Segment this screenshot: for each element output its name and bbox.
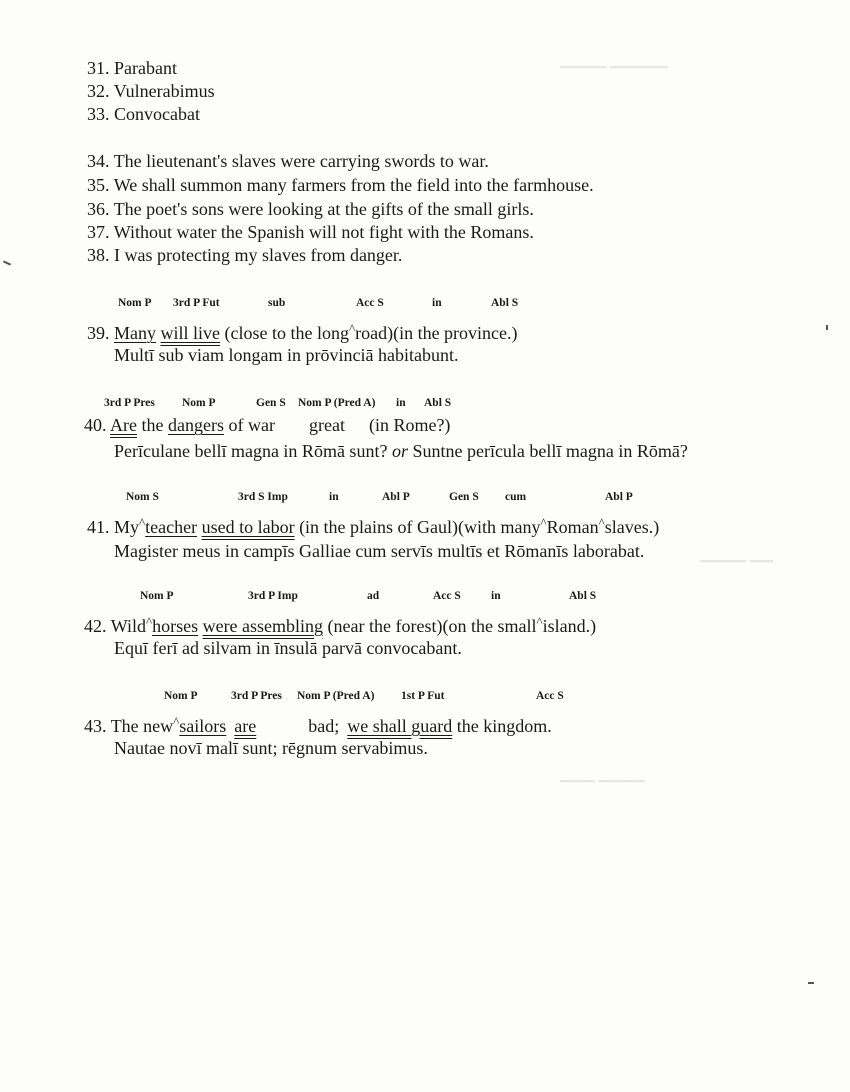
question-41-english [87,512,659,538]
caret-mark: ^ [540,515,547,530]
sentence-34 [87,150,489,172]
predicate-word: great [308,415,345,435]
item-number: 41. [87,517,110,537]
grammar-tag: 3rd P Imp [248,590,298,602]
question-40-latin [114,440,688,462]
grammar-tag: Nom S [126,491,159,503]
item-number: 31. [87,58,110,78]
subject-word: horses [152,616,199,636]
grammar-tag: Gen S [256,397,286,409]
scan-mark [808,982,814,984]
question-40-english [84,414,450,436]
vocab-word: Parabant [114,58,177,78]
grammar-tag: Nom P [182,397,216,409]
latin-option-b: Suntne perīcula bellī magna in Rōmā? [412,441,688,461]
bleed-through-text: ▔▔▔ ▔▔▔▔ [560,782,645,798]
caret-mark: ^ [173,714,180,729]
sentence-text: The lieutenant's slaves were carrying swords to war. [113,151,489,171]
grammar-tag: Nom P [164,690,198,702]
grammar-tag: Abl P [605,491,633,503]
phrase-text: My [114,517,140,537]
grammar-tag: Acc S [433,590,461,602]
item-number: 38. [87,245,110,265]
vocab-item-31 [87,57,177,79]
grammar-tag: 1st P Fut [401,690,445,702]
item-number: 43. [84,716,107,736]
caret-mark: ^ [348,321,356,336]
item-number: 34. [87,151,110,171]
predicate-word: bad; [308,716,340,736]
vocab-item-33 [87,103,200,125]
caret-mark: ^ [139,515,146,530]
subject-word: Many [114,323,156,343]
sentence-36 [87,198,534,220]
grammar-tag: Nom P (Pred A) [297,690,375,702]
or-connector: or [391,441,408,461]
grammar-tag: Acc S [356,297,384,309]
grammar-tag: Nom P (Pred A) [298,397,376,409]
verb-phrase: we shall guard [347,716,453,736]
phrase-text: The new [110,716,174,736]
sentence-38 [87,244,402,266]
grammar-tag: cum [505,491,527,503]
sentence-text: The poet's sons were looking at the gifts of the small girls. [113,199,534,219]
sentence-37 [87,221,534,243]
vocab-word: Vulnerabimus [113,81,215,101]
question-42-latin: Equī ferī ad silvam in īnsulā parvā convocabant. [114,638,462,658]
question-39-latin: Multī sub viam longam in prōvinciā habitabunt. [114,345,459,365]
subject-word: sailors [179,716,227,736]
grammar-tag: Abl S [424,397,452,409]
caret-mark: ^ [536,614,543,629]
grammar-tag: 3rd P Fut [173,297,220,309]
phrase-text: the kingdom. [452,716,552,736]
phrase-text: road)(in the province.) [355,323,518,343]
sentence-text: I was protecting my slaves from danger. [114,245,403,265]
grammar-tag: Acc S [536,690,564,702]
vocab-item-32 [87,80,215,102]
question-41-latin: Magister meus in campīs Galliae cum servīs multīs et Rōmanīs laborabat. [114,541,645,561]
item-number: 33. [87,104,110,124]
sentence-text: Without water the Spanish will not fight with the Romans. [113,222,534,242]
question-42-english [84,611,596,637]
grammar-tag: ad [367,590,380,602]
item-number: 39. [87,323,110,343]
phrase-text: the [137,415,168,435]
grammar-tag: in [491,590,501,602]
question-39-english [87,318,518,344]
grammar-tag: sub [268,297,286,309]
grammar-tag: Abl S [491,297,519,309]
phrase-text: of war [223,415,275,435]
scan-mark [826,325,828,330]
phrase-text: (near the forest)(on the small [323,616,537,636]
question-43-latin: Nautae novī malī sunt; rēgnum servabimus. [114,738,428,758]
item-number: 32. [87,81,110,101]
phrase-text: island.) [542,616,597,636]
caret-mark: ^ [598,515,605,530]
grammar-tag: in [396,397,406,409]
grammar-tag: Abl P [382,491,410,503]
verb-phrase: used to labor [201,517,295,537]
sentence-35 [87,174,594,196]
grammar-tag: Nom P [140,590,174,602]
grammar-tag: Abl S [569,590,597,602]
phrase-text: Roman [546,517,599,537]
subject-word: teacher [145,517,198,537]
verb-phrase: were assembling [202,616,324,636]
grammar-tag: 3rd P Pres [231,690,282,702]
item-number: 35. [87,175,110,195]
phrase-text: Wild [110,616,146,636]
latin-option-a: Perīculane bellī magna in Rōmā sunt? [114,441,388,461]
grammar-tag: Gen S [449,491,479,503]
subject-word: dangers [168,415,224,435]
verb-word: are [234,716,257,736]
grammar-tag: 3rd P Pres [104,397,155,409]
item-number: 40. [84,415,107,435]
verb-word: Are [110,415,137,435]
question-43-english [84,711,552,737]
vocab-word: Convocabat [114,104,200,124]
item-number: 36. [87,199,110,219]
grammar-tag: 3rd S Imp [238,491,288,503]
grammar-tag: in [432,297,442,309]
grammar-tag: in [329,491,339,503]
bleed-through-text: ▔▔▔▔ ▔▔ [700,562,773,578]
sentence-text: We shall summon many farmers from the field into the farmhouse. [113,175,594,195]
caret-mark: ^ [145,614,153,629]
phrase-text: (in Rome?) [368,415,451,435]
item-number: 42. [84,616,107,636]
scan-mark [3,260,11,265]
grammar-tag: Nom P [118,297,152,309]
phrase-text: (close to the long [220,323,349,343]
verb-phrase: will live [160,323,220,343]
phrase-text: slaves.) [604,517,660,537]
item-number: 37. [87,222,110,242]
bleed-through-text: ▔▔▔▔ ▔▔▔▔▔ [560,68,668,84]
phrase-text: (in the plains of Gaul)(with many [294,517,541,537]
